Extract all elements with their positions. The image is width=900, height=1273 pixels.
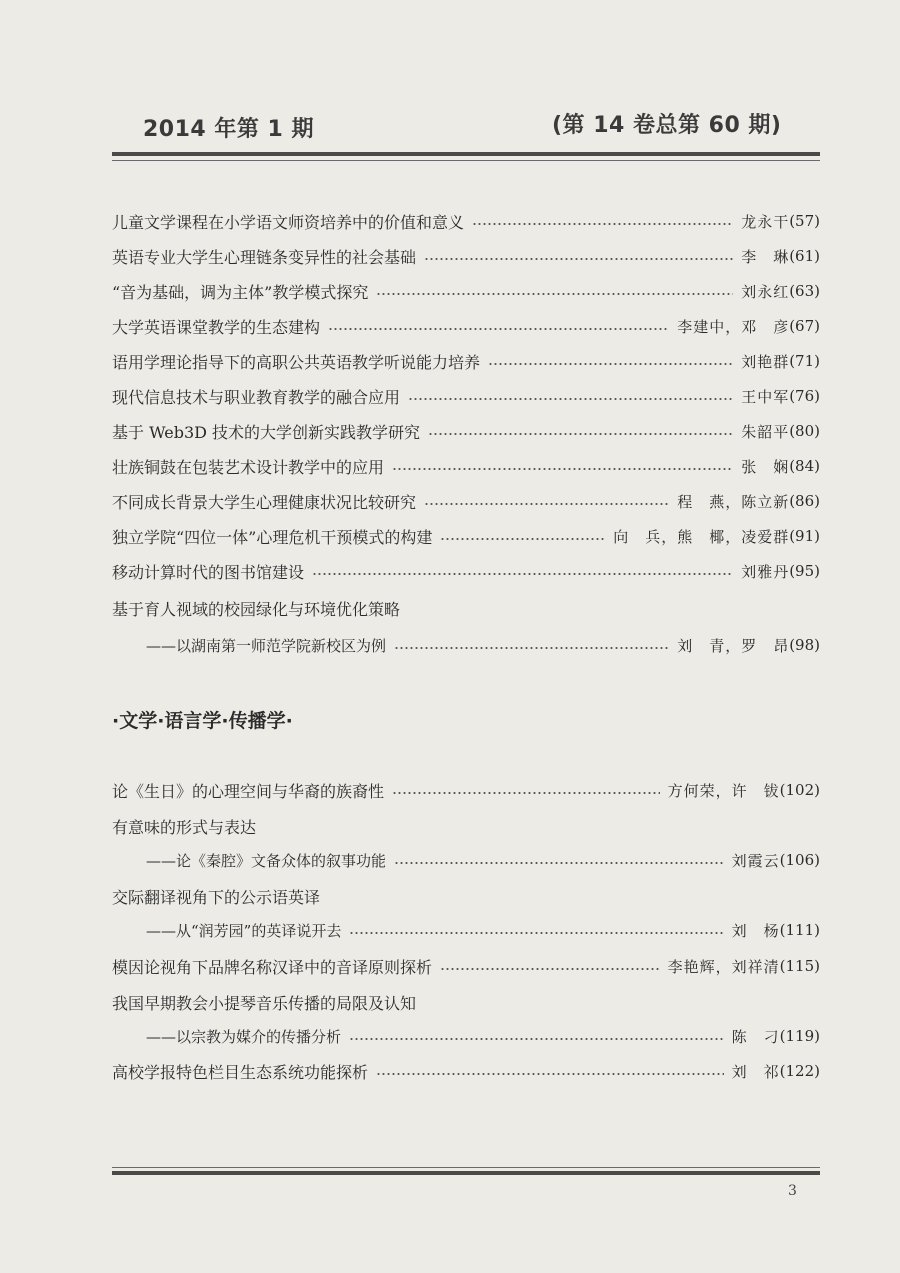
entry-title: 独立学院“四位一体”心理危机干预模式的构建 <box>112 527 433 547</box>
header-rule-thick <box>112 152 820 156</box>
entry-author: 张 娴 <box>741 457 790 476</box>
entry-page: (122) <box>779 1062 820 1080</box>
entry-author: 王中军 <box>741 387 790 406</box>
entry-author: 刘霞云 <box>731 851 780 870</box>
entry-page: (76) <box>789 387 820 405</box>
footer-rule-thick <box>112 1171 820 1175</box>
entry-author: 刘 祁 <box>731 1062 780 1081</box>
toc-entry[interactable] <box>112 593 820 623</box>
toc-entry[interactable] <box>112 451 820 481</box>
entry-author: 陈 刁 <box>731 1027 780 1046</box>
leader-dots <box>488 363 733 365</box>
entry-author: 向 兵，熊 椰，凌爱群 <box>613 527 790 546</box>
leader-dots <box>349 1038 724 1040</box>
header-rule-thin <box>112 160 820 161</box>
entry-title: 现代信息技术与职业教育教学的融合应用 <box>112 387 401 407</box>
leader-dots <box>428 433 733 435</box>
entry-title: 有意味的形式与表达 <box>112 817 257 837</box>
entry-title: 基于 Web3D 技术的大学创新实践教学研究 <box>112 422 421 442</box>
leader-dots <box>408 398 733 400</box>
entry-page: (91) <box>789 527 820 545</box>
entry-author: 李艳辉，刘祥清 <box>667 957 780 976</box>
leader-dots <box>312 573 733 575</box>
toc-entry[interactable] <box>112 486 820 516</box>
entry-subtitle: ——以湖南第一师范学院新校区为例 <box>146 636 387 655</box>
toc-entry[interactable] <box>112 276 820 306</box>
entry-page: (106) <box>779 851 820 869</box>
page-number: 3 <box>788 1183 797 1199</box>
entry-page: (57) <box>789 212 820 230</box>
entry-page: (63) <box>789 282 820 300</box>
toc-entry[interactable] <box>112 1056 820 1086</box>
entry-page: (67) <box>789 317 820 335</box>
toc-entry[interactable] <box>112 775 820 805</box>
toc-entry-subtitle[interactable] <box>146 630 820 660</box>
toc-entry-subtitle[interactable] <box>146 845 820 875</box>
leader-dots <box>392 792 660 794</box>
leader-dots <box>440 968 660 970</box>
entry-title: “音为基础，调为主体”教学模式探究 <box>112 282 369 302</box>
section-heading: ·文学·语言学·传播学· <box>112 710 293 732</box>
toc-entry[interactable] <box>112 241 820 271</box>
issue-label: 2014 年第 1 期 <box>143 117 315 142</box>
entry-subtitle: ——论《秦腔》文备众体的叙事功能 <box>146 851 387 870</box>
toc-entry[interactable] <box>112 951 820 981</box>
entry-author: 刘艳群 <box>741 352 790 371</box>
entry-title: 英语专业大学生心理链条变异性的社会基础 <box>112 247 417 267</box>
entry-title: 不同成长背景大学生心理健康状况比较研究 <box>112 492 417 512</box>
entry-page: (102) <box>779 781 820 799</box>
toc-entry[interactable] <box>112 346 820 376</box>
volume-label: (第 14 卷总第 60 期) <box>552 113 782 138</box>
entry-title: 壮族铜鼓在包装艺术设计教学中的应用 <box>112 457 385 477</box>
entry-author: 刘雅丹 <box>741 562 790 581</box>
entry-title: 交际翻译视角下的公示语英译 <box>112 887 321 907</box>
toc-entry[interactable] <box>112 311 820 341</box>
leader-dots <box>349 932 723 934</box>
entry-title: 论《生日》的心理空间与华裔的族裔性 <box>112 781 385 801</box>
entry-title: 高校学报特色栏目生态系统功能探析 <box>112 1062 369 1082</box>
toc-entry[interactable] <box>112 381 820 411</box>
entry-title: 我国早期教会小提琴音乐传播的局限及认知 <box>112 993 417 1013</box>
entry-author: 朱韶平 <box>741 422 790 441</box>
leader-dots <box>394 862 724 864</box>
entry-title: 模因论视角下品牌名称汉译中的音译原则探析 <box>112 957 433 977</box>
leader-dots <box>424 503 669 505</box>
leader-dots <box>328 328 669 330</box>
footer-rule-thin <box>112 1167 820 1168</box>
entry-title: 基于育人视域的校园绿化与环境优化策略 <box>112 599 401 619</box>
entry-page: (111) <box>779 921 820 939</box>
entry-author: 刘 青，罗 昂 <box>677 636 790 655</box>
entry-subtitle: ——从“润芳园”的英译说开去 <box>146 921 342 940</box>
entry-subtitle: ——以宗教为媒介的传播分析 <box>146 1027 342 1046</box>
entry-page: (98) <box>789 636 820 654</box>
leader-dots <box>440 538 605 540</box>
entry-author: 刘永红 <box>741 282 790 301</box>
leader-dots <box>394 647 669 649</box>
entry-author: 龙永干 <box>741 212 790 231</box>
toc-entry[interactable] <box>112 811 820 841</box>
entry-title: 大学英语课堂教学的生态建构 <box>112 317 321 337</box>
entry-author: 方何荣，许 钹 <box>667 781 780 800</box>
leader-dots <box>376 293 733 295</box>
entry-page: (119) <box>779 1027 820 1045</box>
toc-entry[interactable] <box>112 881 820 911</box>
entry-author: 李建中，邓 彦 <box>677 317 790 336</box>
entry-page: (115) <box>779 957 820 975</box>
entry-title: 移动计算时代的图书馆建设 <box>112 562 305 582</box>
entry-author: 程 燕，陈立新 <box>677 492 790 511</box>
toc-entry-subtitle[interactable] <box>146 1021 820 1051</box>
entry-title: 语用学理论指导下的高职公共英语教学听说能力培养 <box>112 352 481 372</box>
toc-entry[interactable] <box>112 416 820 446</box>
leader-dots <box>392 468 733 470</box>
leader-dots <box>472 223 733 225</box>
entry-page: (95) <box>789 562 820 580</box>
entry-page: (61) <box>789 247 820 265</box>
entry-title: 儿童文学课程在小学语文师资培养中的价值和意义 <box>112 212 465 232</box>
toc-entry[interactable] <box>112 556 820 586</box>
leader-dots <box>376 1073 724 1075</box>
entry-page: (80) <box>789 422 820 440</box>
toc-entry[interactable] <box>112 987 820 1017</box>
entry-page: (71) <box>789 352 820 370</box>
entry-page: (86) <box>789 492 820 510</box>
leader-dots <box>424 258 733 260</box>
toc-entry[interactable] <box>112 206 820 236</box>
toc-entry[interactable] <box>112 521 820 551</box>
entry-page: (84) <box>789 457 820 475</box>
toc-entry-subtitle[interactable] <box>146 915 820 945</box>
entry-author: 李 琳 <box>741 247 790 266</box>
entry-author: 刘 杨 <box>731 921 780 940</box>
